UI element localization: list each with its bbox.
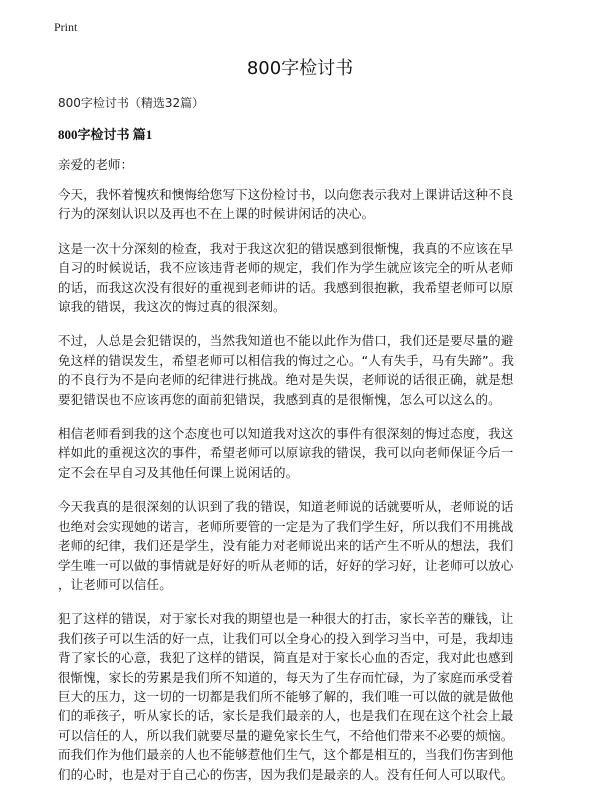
paragraph-line: 老师的纪律，我们还是学生，没有能力对老师说出来的话产生不听从的想法，我们	[58, 538, 514, 554]
paragraph-line: 巨大的压力，这一切的一切都是我们所不能够了解的，我们唯一可以做的就是做他	[58, 688, 514, 704]
paragraph-line: ，让老师可以信任。	[58, 576, 172, 592]
paragraph-line: 的话，而我这次没有很好的重视到老师讲的话。我感到很抱歉，我希望老师可以原	[58, 279, 514, 295]
paragraph-line: 谅我的错误，我这次的悔过真的很深刻。	[58, 299, 286, 315]
paragraph-line: 今天，我怀着愧疚和懊悔给您写下这份检讨书，以向您表示我对上课讲话这种不良	[58, 187, 514, 202]
paragraph-line: 自习的时候说话，我不应该违背老师的规定，我们作为学生就应该完全的听从老师	[58, 260, 514, 276]
paragraph-line: 们的乖孩子，听从家长的话，家长是我们最亲的人，也是我们在现在这个社会上最	[58, 708, 514, 724]
paragraph-line: 们的心时，也是对于自己心的伤害，因为我们是最亲的人。没有任何人可以取代。	[58, 766, 514, 782]
body-paragraph	[58, 609, 558, 784]
paragraph-line: 今天我真的是很深刻的认识到了我的错误，知道老师说的话就要听从，老师说的话	[58, 499, 514, 515]
body-paragraph	[58, 185, 558, 224]
paragraph-line: 可以信任的人，所以我们就要尽量的避免家长生气，不给他们带来不必要的烦恼。	[58, 727, 514, 743]
body-paragraph	[58, 497, 558, 594]
paragraph-line: 要犯错误也不应该再您的面前犯错误，我感到真的是很惭愧，怎么可以这么的。	[58, 391, 501, 407]
paragraph-line: 行为的深刻认识以及再也不在上课的时候讲闲话的决心。	[58, 206, 375, 222]
paragraph-line: 我们孩子可以生活的好一点，让我们可以全身心的投入到学习当中，可是，我却违	[58, 630, 514, 646]
print-label: Print	[54, 20, 78, 34]
section-heading: 800字检讨书 篇1	[58, 127, 153, 142]
document-title: 800字检讨书	[246, 58, 354, 79]
paragraph-line: 不过，人总是会犯错误的，当然我知道也不能以此作为借口，我们还是要尽量的避	[58, 333, 514, 349]
body-paragraph	[58, 424, 558, 482]
letter-body	[58, 185, 558, 799]
body-paragraph	[58, 239, 558, 317]
paragraph-line: 背了家长的心意，我犯了这样的错误，简直是对于家长心血的否定，我对此也感到	[58, 650, 514, 666]
paragraph-line: 而我们作为他们最亲的人也不能够惹他们生气，这个都是相互的，当我们伤害到他	[58, 747, 514, 763]
paragraph-line: 定不会在早自习及其他任何课上说闲话的。	[58, 464, 299, 480]
body-paragraph	[58, 331, 558, 409]
paragraph-line: 很惭愧，家长的劳累是我们所不知道的，每天为了生存而忙碌，为了家庭而承受着	[58, 669, 514, 685]
paragraph-line: 学生唯一可以做的事情就是好好的听从老师的话，好好的学习好，让老师可以放心	[58, 557, 514, 573]
paragraph-line: 免这样的错误发生，希望老师可以相信我的悔过之心。“人有失手，马有失蹄”。我	[58, 352, 515, 368]
document-subtitle: 800字检讨书（精选32篇）	[58, 96, 205, 110]
paragraph-line: 的不良行为不是向老师的纪律进行挑战。绝对是失误，老师说的话很正确，就是想	[58, 372, 514, 388]
letter-greeting: 亲爱的老师：	[58, 157, 134, 172]
paragraph-line: 这是一次十分深刻的检查，我对于我这次犯的错误感到很惭愧，我真的不应该在早	[58, 240, 514, 256]
paragraph-line: 犯了这样的错误，对于家长对我的期望也是一种很大的打击，家长辛苦的赚钱，让	[58, 611, 514, 627]
paragraph-line: 样如此的重视这次的事件，希望老师可以原谅我的错误，我可以向老师保证今后一	[58, 445, 514, 461]
paragraph-line: 也绝对会实现她的诺言，老师所要管的一定是为了我们学生好，所以我们不用挑战	[58, 518, 514, 534]
paragraph-line: 相信老师看到我的这个态度也可以知道我对这次的事件有很深刻的悔过态度，我这	[58, 426, 514, 442]
